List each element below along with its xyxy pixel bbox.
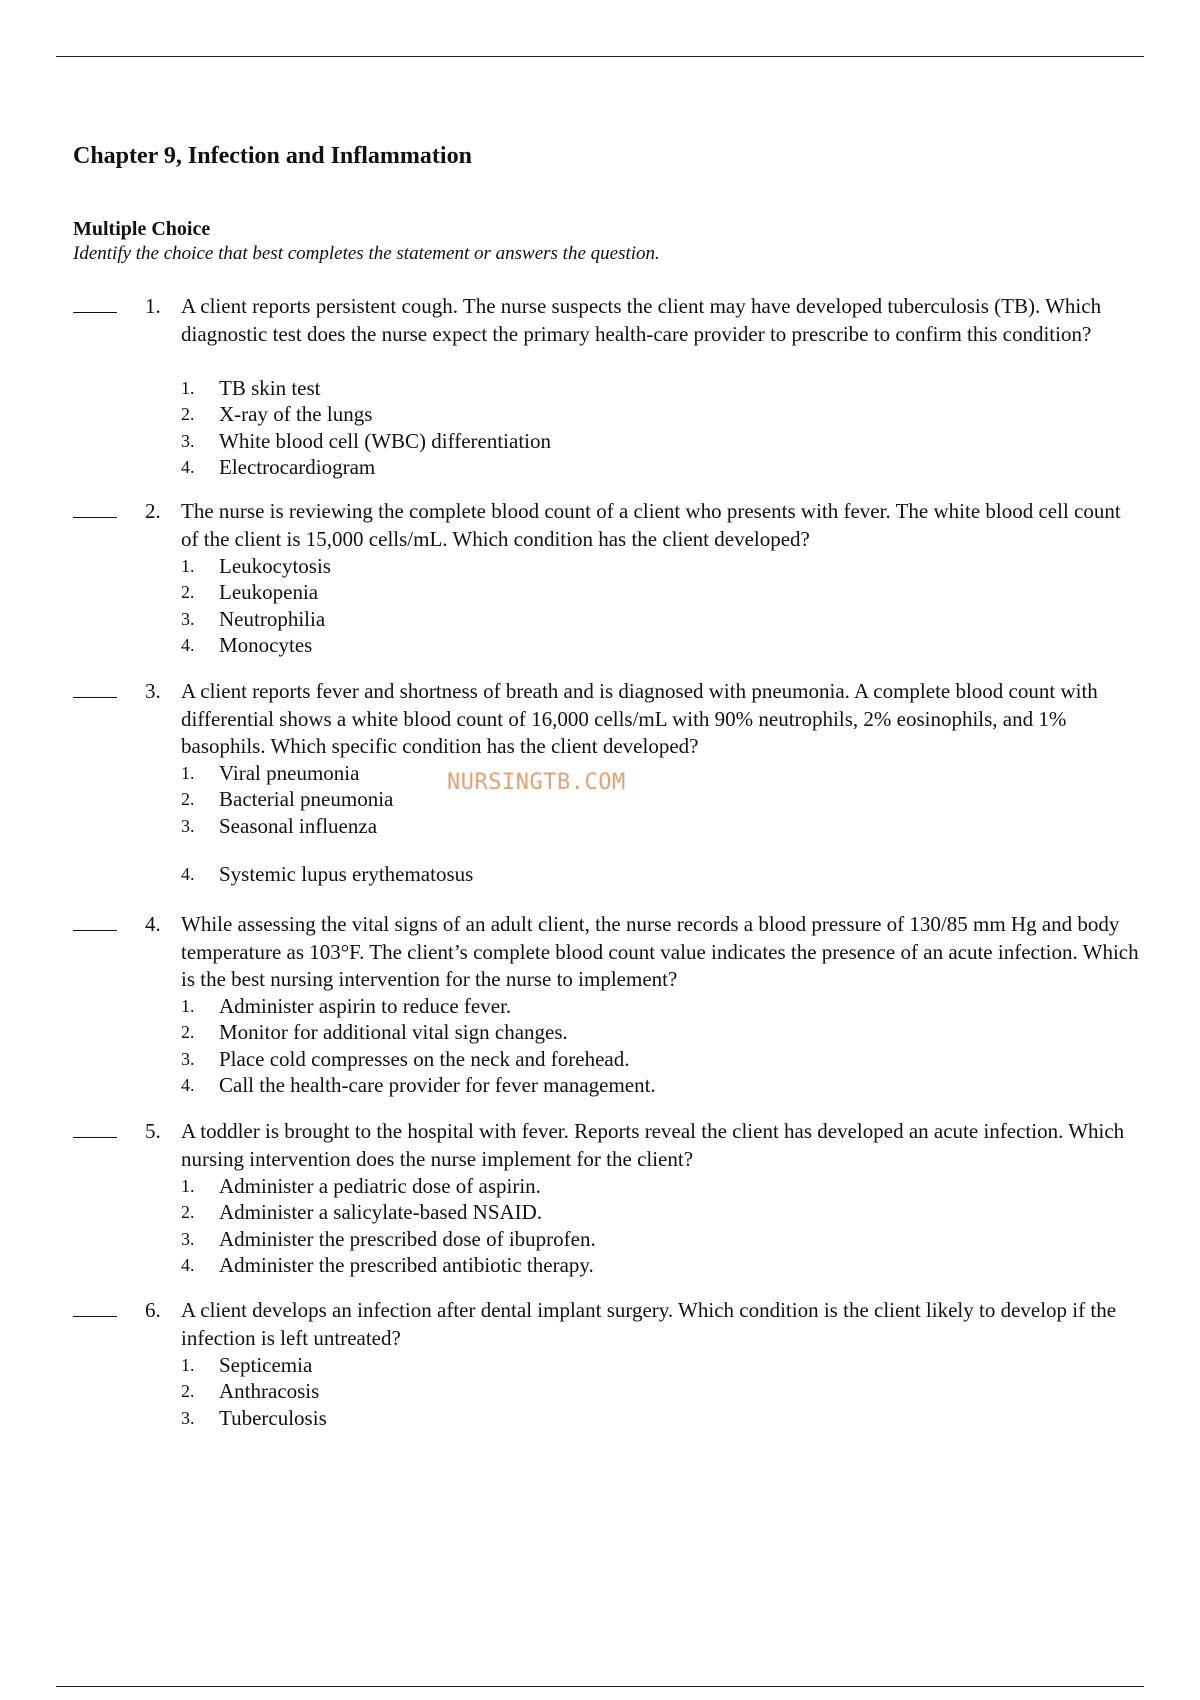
option-number: 4. [181,456,195,477]
answer-option [181,428,1081,454]
answer-option [181,375,1081,401]
option-text: TB skin test [219,376,321,400]
answer-option [181,454,1081,480]
option-number: 2. [181,582,195,603]
option-number: 2. [181,789,195,810]
option-text: Tuberculosis [219,1405,327,1430]
option-text: Administer a salicylate-based NSAID. [219,1200,543,1225]
answer-option [181,1019,1081,1045]
option-number: 3. [181,430,195,451]
option-text: X-ray of the lungs [219,402,373,427]
option-text: Administer the prescribed dose of ibuprofen. [219,1226,596,1251]
option-number: 1. [181,763,195,783]
answer-option [181,1226,1081,1252]
answer-option [181,1405,1081,1431]
question-stem: A toddler is brought to the hospital with fever. Reports reveal the client has developed an acute infection. Which nursing intervention does the nurse implement for the client? [181,1119,1125,1171]
answer-option [181,1072,1081,1098]
answer-option [181,1173,1081,1199]
option-number: 1. [181,996,195,1016]
answer-options [181,993,1081,1098]
option-text: Seasonal influenza [219,813,378,838]
option-text: Electrocardiogram [219,454,376,479]
option-number: 1. [181,378,195,398]
question-stem: A client reports persistent cough. The nurse suspects the client may have developed tuberculosis (TB). Which diagnostic test does the nurse expect the primary health-care provider to prescribe to confirm this condition? [181,294,1102,346]
answer-blank[interactable] [73,312,117,313]
bottom-rule [56,1686,1144,1687]
answer-options [181,1173,1081,1278]
option-text: White blood cell (WBC) differentiation [219,428,552,453]
answer-option [181,579,1081,605]
option-text: Administer aspirin to reduce fever. [219,994,512,1018]
answer-options [181,375,1081,480]
option-number: 2. [181,1022,195,1043]
option-number: 4. [181,634,195,655]
option-text: Place cold compresses on the neck and forehead. [219,1046,630,1071]
answer-option [181,553,1081,579]
answer-option [181,632,1081,658]
answer-option [181,1199,1081,1225]
option-number: 3. [181,815,195,836]
option-text: Administer the prescribed antibiotic therapy. [219,1252,594,1277]
option-text: Bacterial pneumonia [219,787,394,812]
question-stem: A client develops an infection after dental implant surgery. Which condition is the client likely to develop if the infection is left untreated? [181,1298,1117,1350]
answer-options [181,553,1081,658]
question-stem: A client reports fever and shortness of breath and is diagnosed with pneumonia. A complete blood count with differential shows a white blood count of 16,000 cells/mL with 90% neutrophils, 2% eosinophils, and 1% basophils. Which specific condition has the client developed? [181,679,1098,758]
option-text: Septicemia [219,1353,313,1377]
option-number: 3. [181,1228,195,1249]
answer-blank[interactable] [73,1316,117,1317]
top-rule [56,56,1144,57]
answer-option [181,1252,1081,1278]
answer-option [181,760,1081,786]
answer-blank[interactable] [73,517,117,518]
question-number: 2. [145,499,161,523]
option-text: Leukopenia [219,580,319,605]
page-title: Chapter 9, Infection and Inflammation [73,143,472,169]
section-title: Multiple Choice [73,218,211,240]
option-text: Monocytes [219,632,313,657]
option-text: Neutrophilia [219,606,326,631]
answer-blank[interactable] [73,930,117,931]
option-number: 4. [181,1254,195,1275]
option-number: 2. [181,1202,195,1223]
option-text: Leukocytosis [219,554,331,578]
question-number: 6. [145,1298,161,1322]
answer-option [181,606,1081,632]
answer-option [181,786,1081,812]
option-number: 4. [181,863,195,884]
option-number: 3. [181,1048,195,1069]
answer-option [181,401,1081,427]
answer-option [181,1046,1081,1072]
option-text: Administer a pediatric dose of aspirin. [219,1174,541,1198]
question-number: 3. [145,679,161,703]
question-number: 5. [145,1119,161,1143]
question-number: 4. [145,912,161,936]
option-text: Call the health-care provider for fever management. [219,1072,656,1097]
option-text: Anthracosis [219,1379,320,1404]
option-number: 2. [181,1381,195,1402]
option-number: 1. [181,1176,195,1196]
option-text: Systemic lupus erythematosus [219,861,474,886]
answer-option [181,993,1081,1019]
option-text: Monitor for additional vital sign changes. [219,1020,568,1045]
answer-option [181,1378,1081,1404]
answer-blank[interactable] [73,697,117,698]
watermark-text: NURSINGTB.COM [447,770,626,795]
answer-options [181,1352,1081,1431]
option-number: 4. [181,1074,195,1095]
answer-option [181,861,1081,887]
question-stem: While assessing the vital signs of an adult client, the nurse records a blood pressure of 130/85 mm Hg and body temperature as 103°F. The client’s complete blood count value indicates the presence of an acute infection. Which is the best nursing intervention for the nurse to implement? [181,912,1139,991]
option-number: 1. [181,1355,195,1375]
question-stem: The nurse is reviewing the complete blood count of a client who presents with fever. The white blood cell count of the client is 15,000 cells/mL. Which condition has the client developed? [181,499,1121,551]
option-number: 3. [181,1407,195,1428]
answer-options [181,760,1081,887]
option-text: Viral pneumonia [219,761,360,785]
answer-option [181,813,1081,839]
instructions-text: Identify the choice that best completes the statement or answers the question. [73,243,660,264]
option-number: 3. [181,608,195,629]
option-number: 1. [181,556,195,576]
question-number: 1. [145,294,161,318]
answer-blank[interactable] [73,1137,117,1138]
option-number: 2. [181,404,195,425]
answer-option [181,1352,1081,1378]
